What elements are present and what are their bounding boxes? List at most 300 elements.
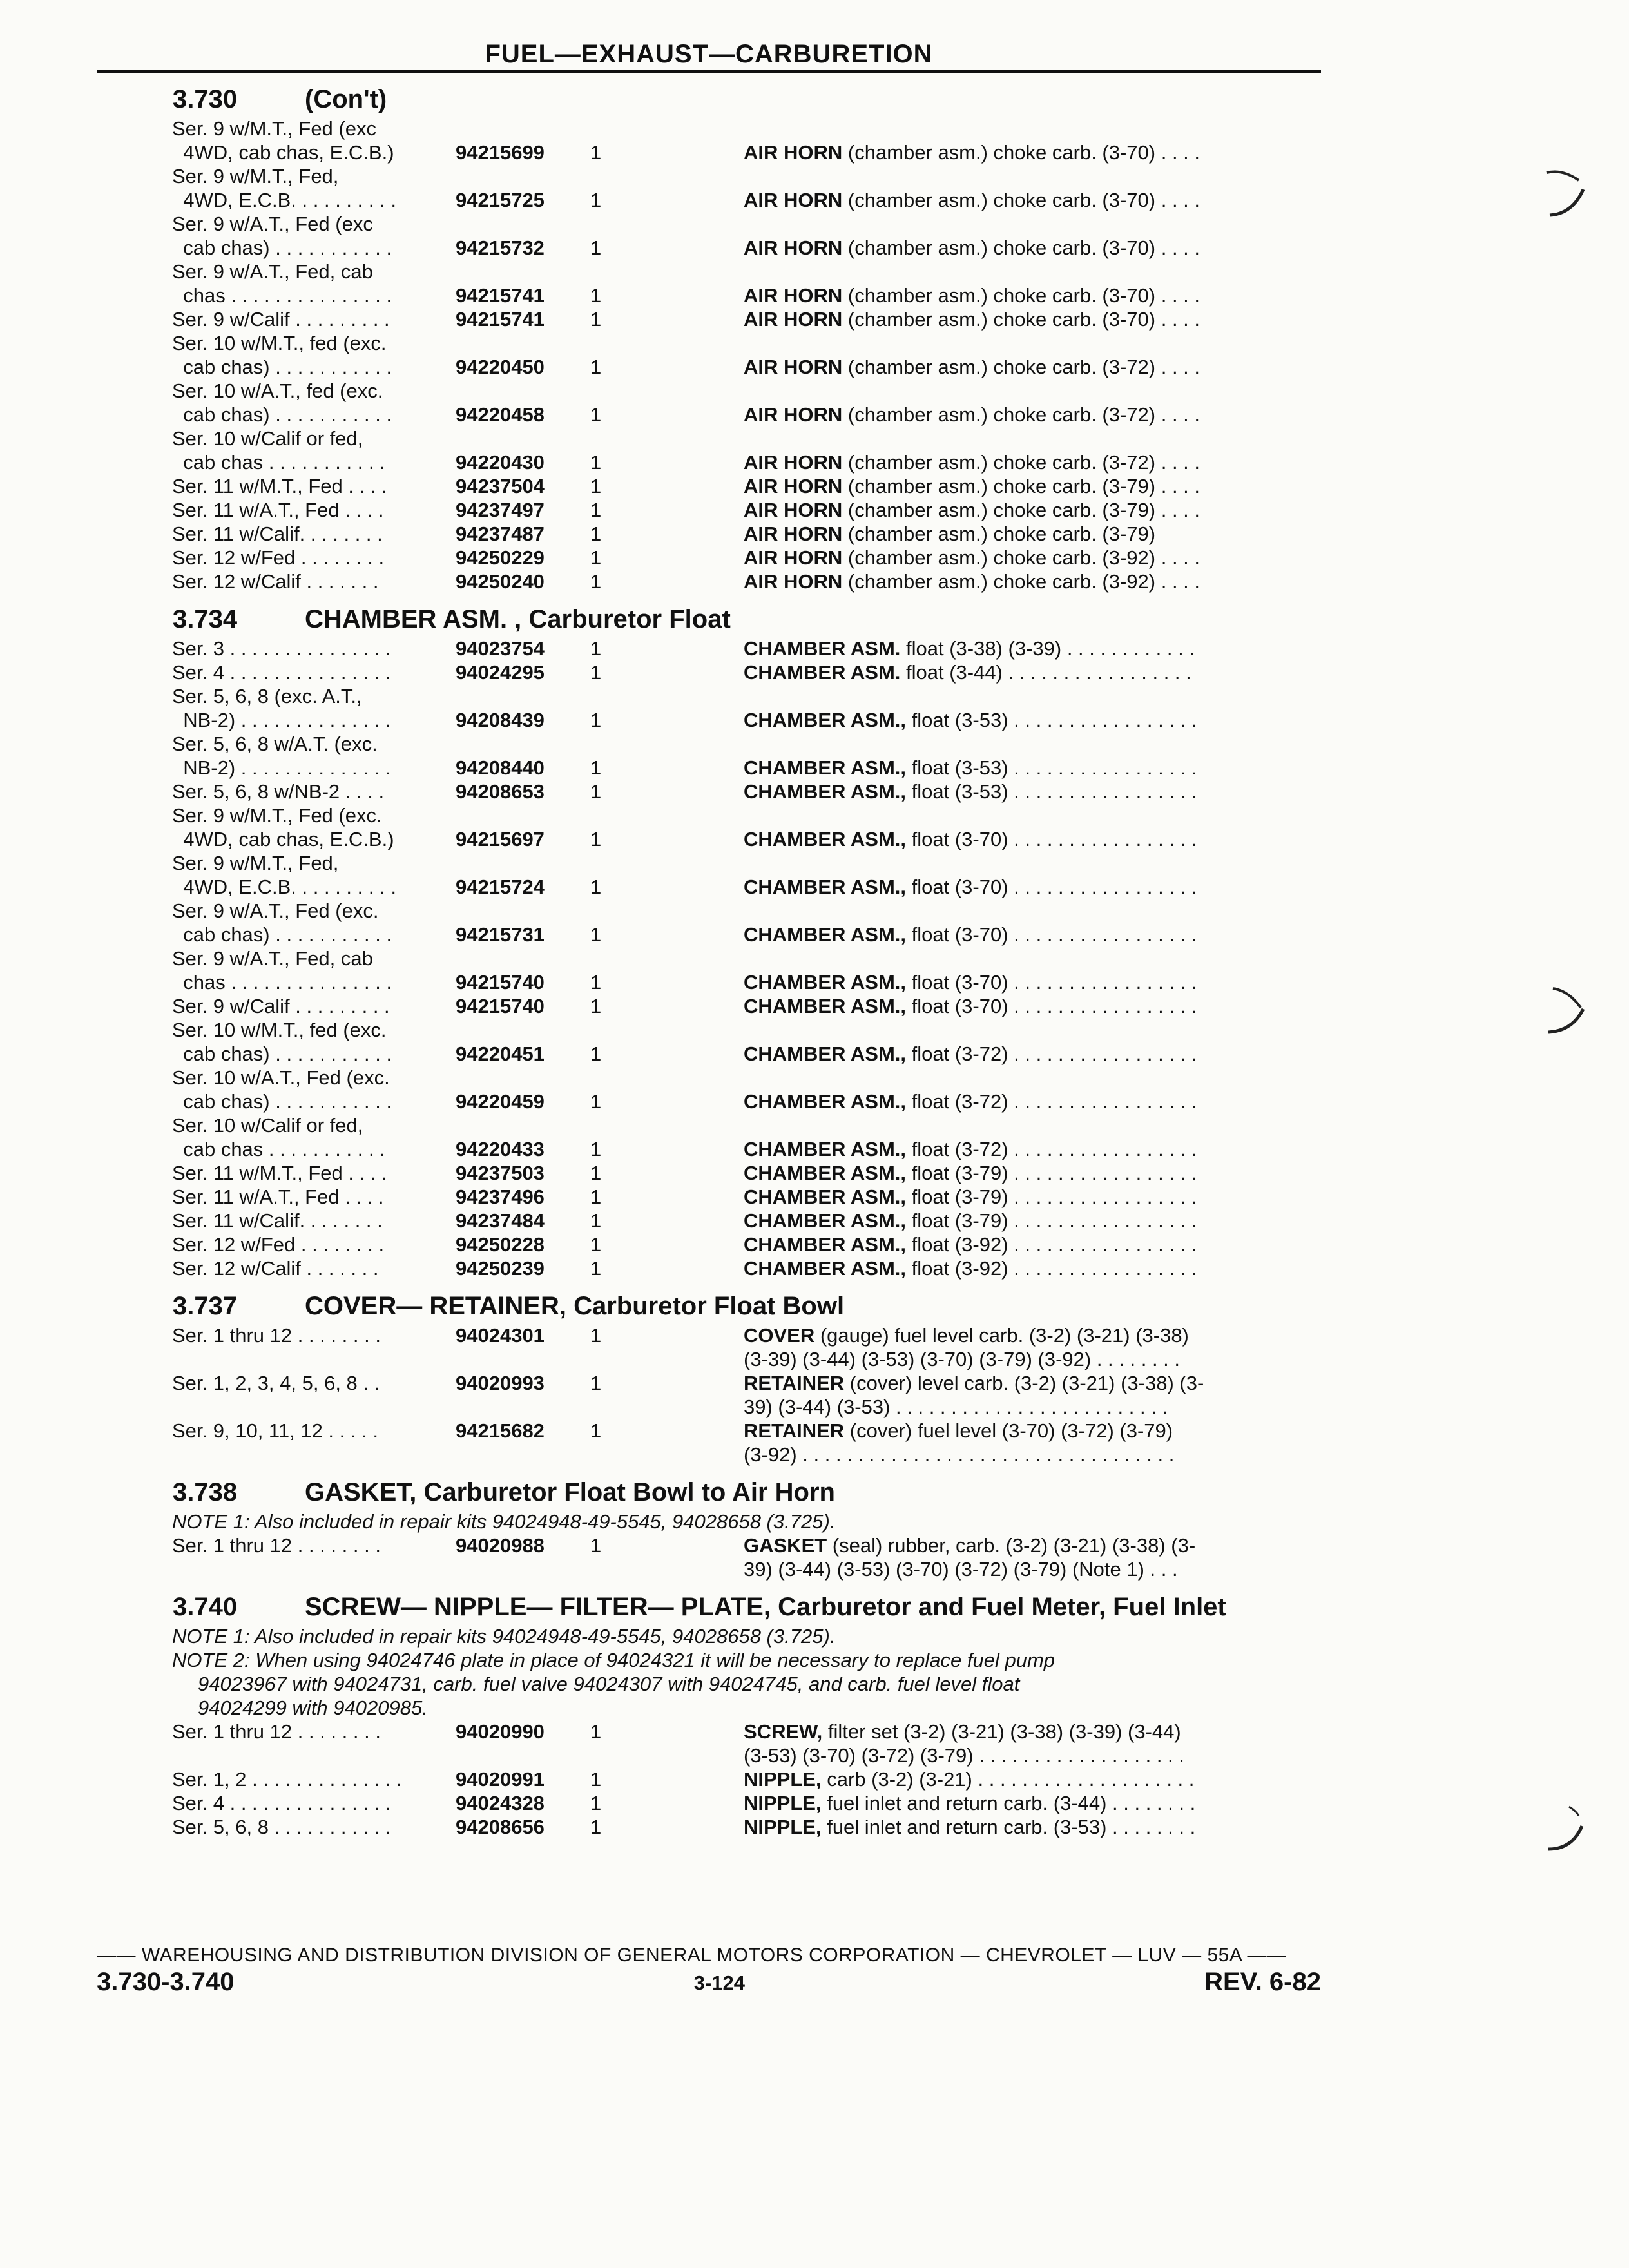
application-cell: Ser. 9 w/A.T., Fed, cab chas . . . . . . . . . . . . . . .	[172, 947, 392, 994]
quantity: 1	[590, 637, 602, 660]
application-cell: Ser. 9 w/A.T., Fed, cab chas . . . . . . . . . . . . . . .	[172, 260, 392, 307]
description-cell	[744, 260, 1293, 307]
parts-row	[172, 474, 1321, 498]
part-number: 94020990	[456, 1720, 545, 1743]
description-name: NIPPLE,	[744, 1816, 822, 1838]
quantity: 1	[590, 1816, 602, 1838]
description-text: float (3-72) . . . . . . . . . . . . . . . . .	[906, 1090, 1197, 1113]
description-cell	[744, 1185, 1293, 1209]
part-number: 94215731	[456, 923, 545, 946]
description-name: COVER	[744, 1324, 815, 1347]
description-name: AIR HORN	[744, 308, 843, 331]
description-cell	[744, 522, 1293, 546]
part-number: 94215724	[456, 876, 545, 898]
section-note: NOTE 1: Also included in repair kits 94024948-49-5545, 94028658 (3.725).	[172, 1625, 836, 1648]
parts-row	[172, 331, 1321, 379]
application-cell: Ser. 5, 6, 8 w/NB-2 . . . .	[172, 780, 385, 803]
part-number: 94237496	[456, 1186, 545, 1208]
description-name: AIR HORN	[744, 284, 843, 307]
quantity: 1	[590, 1768, 602, 1791]
description-name: CHAMBER ASM.,	[744, 995, 907, 1017]
part-number: 94208656	[456, 1816, 545, 1838]
description-name: CHAMBER ASM.,	[744, 1233, 907, 1256]
application-cell: Ser. 5, 6, 8 . . . . . . . . . . .	[172, 1816, 391, 1838]
application-cell: Ser. 10 w/Calif or fed, cab chas . . . . . . . . . . .	[172, 1114, 385, 1160]
quantity: 1	[590, 1209, 602, 1232]
section-body	[172, 637, 1321, 1280]
description-text: fuel inlet and return carb. (3-44) . . . . . . . .	[821, 1792, 1196, 1814]
description-cell	[744, 660, 1293, 684]
part-number: 94237503	[456, 1162, 545, 1184]
parts-row	[172, 1233, 1321, 1256]
description-cell	[744, 780, 1293, 803]
description-name: CHAMBER ASM.,	[744, 1090, 907, 1113]
quantity: 1	[590, 828, 602, 850]
description-text: (cover) fuel level (3-70) (3-72) (3-79) (3-92) . . . . . . . . . . . . . . . . . . . . . . . . . . . . . . . . . .	[744, 1419, 1175, 1466]
part-number: 94215741	[456, 308, 545, 331]
application-cell: Ser. 1, 2 . . . . . . . . . . . . . .	[172, 1768, 402, 1791]
description-cell	[744, 1720, 1293, 1767]
parts-row	[172, 660, 1321, 684]
section-title: CHAMBER ASM. , Carburetor Float	[305, 605, 731, 633]
section-note: NOTE 1: Also included in repair kits 94024948-49-5545, 94028658 (3.725).	[172, 1510, 836, 1533]
description-name: CHAMBER ASM.,	[744, 971, 907, 994]
application-cell: Ser. 1 thru 12 . . . . . . . .	[172, 1720, 381, 1743]
description-cell	[744, 803, 1293, 851]
part-number: 94220451	[456, 1043, 545, 1065]
quantity: 1	[590, 709, 602, 731]
quantity: 1	[590, 403, 602, 426]
application-cell: Ser. 10 w/M.T., fed (exc. cab chas) . . . . . . . . . . .	[172, 1019, 392, 1065]
part-number: 94250240	[456, 570, 545, 593]
description-name: CHAMBER ASM.,	[744, 1043, 907, 1065]
quantity: 1	[590, 756, 602, 779]
description-name: AIR HORN	[744, 546, 843, 569]
description-text: (chamber asm.) choke carb. (3-72) . . . .	[842, 356, 1200, 378]
part-number: 94237497	[456, 499, 545, 521]
page-header-title: FUEL—EXHAUST—CARBURETION	[485, 40, 933, 68]
application-cell: Ser. 12 w/Calif . . . . . . .	[172, 570, 379, 593]
section-number: 3.730	[173, 85, 238, 113]
description-text: (chamber asm.) choke carb. (3-70) . . . .	[842, 236, 1200, 259]
parts-row	[172, 1256, 1321, 1280]
section-body	[172, 1323, 1321, 1466]
section-heading	[97, 1593, 1321, 1622]
parts-row	[172, 1209, 1321, 1233]
quantity: 1	[590, 1534, 602, 1557]
parts-row	[172, 570, 1321, 593]
application-cell: Ser. 11 w/M.T., Fed . . . .	[172, 475, 387, 497]
description-name: AIR HORN	[744, 570, 843, 593]
parts-row	[172, 1815, 1321, 1839]
catalog-page	[97, 40, 1321, 1839]
section-title: COVER— RETAINER, Carburetor Float Bowl	[305, 1292, 845, 1320]
part-number: 94023754	[456, 637, 545, 660]
description-text: carb (3-2) (3-21) . . . . . . . . . . . . . . . . . . . .	[821, 1768, 1195, 1791]
parts-row	[172, 1323, 1321, 1371]
description-text: float (3-53) . . . . . . . . . . . . . . . . .	[906, 756, 1197, 779]
part-number: 94215697	[456, 828, 545, 850]
description-name: RETAINER	[744, 1372, 845, 1394]
description-name: CHAMBER ASM.,	[744, 1162, 907, 1184]
footer-revision: REV. 6-82	[1204, 1968, 1321, 1996]
quantity: 1	[590, 356, 602, 378]
section-number: 3.740	[173, 1593, 238, 1621]
part-number: 94208439	[456, 709, 545, 731]
description-cell	[744, 546, 1293, 570]
description-cell	[744, 379, 1293, 427]
parts-row	[172, 164, 1321, 212]
part-number: 94208653	[456, 780, 545, 803]
quantity: 1	[590, 1186, 602, 1208]
description-text: float (3-92) . . . . . . . . . . . . . . . . .	[906, 1233, 1197, 1256]
quantity: 1	[590, 661, 602, 684]
section-body	[172, 1510, 1321, 1581]
application-cell: Ser. 3 . . . . . . . . . . . . . . .	[172, 637, 391, 660]
description-name: CHAMBER ASM.,	[744, 709, 907, 731]
description-cell	[744, 427, 1293, 474]
part-number: 94250228	[456, 1233, 545, 1256]
part-number: 94024328	[456, 1792, 545, 1814]
description-name: CHAMBER ASM.,	[744, 828, 907, 850]
description-name: CHAMBER ASM.,	[744, 1257, 907, 1280]
parts-row	[172, 637, 1321, 660]
quantity: 1	[590, 1233, 602, 1256]
description-text: (chamber asm.) choke carb. (3-79) . . . .	[842, 499, 1200, 521]
section-heading	[97, 1478, 1321, 1507]
quantity: 1	[590, 1419, 602, 1442]
description-cell	[744, 1419, 1293, 1466]
application-cell: Ser. 11 w/Calif. . . . . . . .	[172, 523, 383, 545]
application-cell: Ser. 4 . . . . . . . . . . . . . . .	[172, 661, 391, 684]
description-name: AIR HORN	[744, 236, 843, 259]
application-cell: Ser. 5, 6, 8 (exc. A.T., NB-2) . . . . . . . . . . . . . .	[172, 685, 391, 731]
description-cell	[744, 1791, 1293, 1815]
parts-row	[172, 1791, 1321, 1815]
description-cell	[744, 1113, 1293, 1161]
quantity: 1	[590, 1090, 602, 1113]
part-number: 94237487	[456, 523, 545, 545]
section-note: NOTE 2: When using 94024746 plate in place of 94024321 it will be necessary to replace fuel pump	[172, 1649, 1055, 1671]
application-cell: Ser. 4 . . . . . . . . . . . . . . .	[172, 1792, 391, 1814]
description-cell	[744, 947, 1293, 994]
description-cell	[744, 331, 1293, 379]
section-number: 3.738	[173, 1478, 238, 1506]
description-cell	[744, 899, 1293, 947]
section-heading	[97, 1292, 1321, 1321]
description-name: SCREW,	[744, 1720, 823, 1743]
margin-mark-3	[1543, 1804, 1595, 1862]
parts-row	[172, 994, 1321, 1018]
description-name: CHAMBER ASM.,	[744, 1138, 907, 1160]
parts-row	[172, 260, 1321, 307]
description-text: (chamber asm.) choke carb. (3-70) . . . .	[842, 141, 1200, 164]
description-cell	[744, 212, 1293, 260]
application-cell: Ser. 11 w/Calif. . . . . . . .	[172, 1209, 383, 1232]
application-cell: Ser. 9 w/M.T., Fed (exc 4WD, cab chas, E.C.B.)	[172, 117, 394, 164]
description-name: CHAMBER ASM.,	[744, 1209, 907, 1232]
description-cell	[744, 1233, 1293, 1256]
parts-row	[172, 212, 1321, 260]
application-cell: Ser. 9 w/Calif . . . . . . . . .	[172, 995, 390, 1017]
description-text: (chamber asm.) choke carb. (3-70) . . . .	[842, 308, 1200, 331]
part-number: 94237504	[456, 475, 545, 497]
section-body	[172, 1624, 1321, 1839]
section-heading	[97, 85, 1321, 114]
description-text: (chamber asm.) choke carb. (3-70) . . . .	[842, 284, 1200, 307]
description-cell	[744, 1066, 1293, 1113]
description-text: (chamber asm.) choke carb. (3-92) . . . .	[842, 546, 1200, 569]
description-text: (chamber asm.) choke carb. (3-70) . . . .	[842, 189, 1200, 211]
quantity: 1	[590, 1043, 602, 1065]
quantity: 1	[590, 451, 602, 474]
parts-row	[172, 780, 1321, 803]
description-cell	[744, 732, 1293, 780]
sections-container	[97, 85, 1321, 1839]
quantity: 1	[590, 308, 602, 331]
description-cell	[744, 1323, 1293, 1371]
description-cell	[744, 117, 1293, 164]
description-name: CHAMBER ASM.,	[744, 1186, 907, 1208]
quantity: 1	[590, 141, 602, 164]
description-cell	[744, 1767, 1293, 1791]
part-number: 94250239	[456, 1257, 545, 1280]
quantity: 1	[590, 523, 602, 545]
footer-section-range: 3.730-3.740	[97, 1968, 235, 1996]
description-name: CHAMBER ASM.,	[744, 756, 907, 779]
header-rule	[97, 70, 1321, 73]
description-name: NIPPLE,	[744, 1768, 822, 1791]
part-number: 94208440	[456, 756, 545, 779]
parts-row	[172, 117, 1321, 164]
description-text: (cover) level carb. (3-2) (3-21) (3-38) (3- 39) (3-44) (3-53) . . . . . . . . . . . . . . . . . . . . . . . . .	[744, 1372, 1204, 1418]
footer-page-number: 3-124	[693, 1972, 745, 1994]
quantity: 1	[590, 995, 602, 1017]
application-cell: Ser. 9 w/M.T., Fed, 4WD, E.C.B. . . . . . . . . .	[172, 165, 396, 211]
application-cell: Ser. 9 w/M.T., Fed (exc. 4WD, cab chas, E.C.B.)	[172, 804, 394, 850]
application-cell: Ser. 9 w/M.T., Fed, 4WD, E.C.B. . . . . . . . . .	[172, 852, 396, 898]
part-number: 94215725	[456, 189, 545, 211]
description-text: (chamber asm.) choke carb. (3-92) . . . .	[842, 570, 1200, 593]
part-number: 94215699	[456, 141, 545, 164]
parts-row	[172, 1113, 1321, 1161]
description-name: AIR HORN	[744, 499, 843, 521]
section-number: 3.737	[173, 1292, 238, 1320]
part-number: 94215741	[456, 284, 545, 307]
description-text: (seal) rubber, carb. (3-2) (3-21) (3-38) (3- 39) (3-44) (3-53) (3-70) (3-72) (3-79) (Note 1) . . .	[744, 1534, 1196, 1581]
description-cell	[744, 164, 1293, 212]
quantity: 1	[590, 189, 602, 211]
parts-row	[172, 1161, 1321, 1185]
parts-row	[172, 498, 1321, 522]
description-text: float (3-79) . . . . . . . . . . . . . . . . .	[906, 1162, 1197, 1184]
application-cell: Ser. 1 thru 12 . . . . . . . .	[172, 1324, 381, 1347]
section-title: SCREW— NIPPLE— FILTER— PLATE, Carburetor and Fuel Meter, Fuel Inlet	[305, 1593, 1226, 1621]
description-cell	[744, 1256, 1293, 1280]
quantity: 1	[590, 923, 602, 946]
application-cell: Ser. 10 w/A.T., fed (exc. cab chas) . . . . . . . . . . .	[172, 380, 392, 426]
footer-bottom-row	[97, 1968, 1321, 1997]
section-body	[172, 117, 1321, 593]
description-text: (chamber asm.) choke carb. (3-79) . . . .	[842, 475, 1200, 497]
application-cell: Ser. 10 w/Calif or fed, cab chas . . . . . . . . . . .	[172, 427, 385, 474]
parts-row	[172, 1371, 1321, 1419]
description-cell	[744, 570, 1293, 593]
description-cell	[744, 1533, 1293, 1581]
description-text: float (3-44) . . . . . . . . . . . . . . . . .	[900, 661, 1191, 684]
description-cell	[744, 637, 1293, 660]
section-heading	[97, 605, 1321, 634]
description-name: GASKET	[744, 1534, 827, 1557]
part-number: 94020993	[456, 1372, 545, 1394]
description-cell	[744, 1371, 1293, 1419]
parts-row	[172, 947, 1321, 994]
description-text: float (3-70) . . . . . . . . . . . . . . . . .	[906, 923, 1197, 946]
quantity: 1	[590, 971, 602, 994]
description-text: float (3-79) . . . . . . . . . . . . . . . . .	[906, 1186, 1197, 1208]
quantity: 1	[590, 1138, 602, 1160]
description-text: fuel inlet and return carb. (3-53) . . . . . . . .	[821, 1816, 1196, 1838]
description-cell	[744, 851, 1293, 899]
section-title: GASKET, Carburetor Float Bowl to Air Horn	[305, 1478, 835, 1506]
parts-row	[172, 1767, 1321, 1791]
description-name: AIR HORN	[744, 451, 843, 474]
quantity: 1	[590, 475, 602, 497]
parts-row	[172, 1533, 1321, 1581]
quantity: 1	[590, 236, 602, 259]
section-note: 94024299 with 94020985.	[198, 1696, 428, 1719]
application-cell: Ser. 5, 6, 8 w/A.T. (exc. NB-2) . . . . . . . . . . . . . .	[172, 733, 391, 779]
application-cell: Ser. 10 w/A.T., Fed (exc. cab chas) . . . . . . . . . . .	[172, 1066, 392, 1113]
description-cell	[744, 474, 1293, 498]
description-text: (chamber asm.) choke carb. (3-79)	[842, 523, 1156, 545]
quantity: 1	[590, 780, 602, 803]
description-text: (chamber asm.) choke carb. (3-72) . . . .	[842, 451, 1200, 474]
section-note: 94023967 with 94024731, carb. fuel valve 94024307 with 94024745, and carb. fuel level float	[198, 1673, 1020, 1695]
parts-row	[172, 899, 1321, 947]
quantity: 1	[590, 546, 602, 569]
quantity: 1	[590, 1257, 602, 1280]
margin-mark-1	[1543, 169, 1595, 227]
description-text: float (3-53) . . . . . . . . . . . . . . . . .	[906, 709, 1197, 731]
quantity: 1	[590, 1372, 602, 1394]
quantity: 1	[590, 1720, 602, 1743]
quantity: 1	[590, 570, 602, 593]
parts-row	[172, 546, 1321, 570]
part-number: 94220458	[456, 403, 545, 426]
description-text: filter set (3-2) (3-21) (3-38) (3-39) (3-44) (3-53) (3-70) (3-72) (3-79) . . . . . . . . . . . . . . . . . . .	[744, 1720, 1184, 1767]
part-number: 94020988	[456, 1534, 545, 1557]
description-name: CHAMBER ASM.,	[744, 923, 907, 946]
description-text: float (3-70) . . . . . . . . . . . . . . . . .	[906, 995, 1197, 1017]
parts-row	[172, 379, 1321, 427]
application-cell: Ser. 9, 10, 11, 12 . . . . .	[172, 1419, 378, 1442]
part-number: 94220430	[456, 451, 545, 474]
parts-row	[172, 307, 1321, 331]
quantity: 1	[590, 1162, 602, 1184]
description-name: CHAMBER ASM.,	[744, 780, 907, 803]
parts-row	[172, 803, 1321, 851]
description-cell	[744, 307, 1293, 331]
part-number: 94024295	[456, 661, 545, 684]
quantity: 1	[590, 1792, 602, 1814]
description-text: float (3-79) . . . . . . . . . . . . . . . . .	[906, 1209, 1197, 1232]
application-cell: Ser. 12 w/Fed . . . . . . . .	[172, 546, 385, 569]
quantity: 1	[590, 876, 602, 898]
description-name: AIR HORN	[744, 189, 843, 211]
application-cell: Ser. 12 w/Calif . . . . . . .	[172, 1257, 379, 1280]
part-number: 94220459	[456, 1090, 545, 1113]
description-name: AIR HORN	[744, 475, 843, 497]
part-number: 94024301	[456, 1324, 545, 1347]
description-cell	[744, 498, 1293, 522]
description-cell	[744, 994, 1293, 1018]
description-name: CHAMBER ASM.,	[744, 876, 907, 898]
parts-row	[172, 684, 1321, 732]
description-text: float (3-70) . . . . . . . . . . . . . . . . .	[906, 971, 1197, 994]
description-text: float (3-92) . . . . . . . . . . . . . . . . .	[906, 1257, 1197, 1280]
parts-row	[172, 851, 1321, 899]
part-number: 94250229	[456, 546, 545, 569]
description-text: (gauge) fuel level carb. (3-2) (3-21) (3-38) (3-39) (3-44) (3-53) (3-70) (3-79) (3-92) . . . . . . . .	[744, 1324, 1189, 1370]
margin-mark-2	[1543, 985, 1595, 1043]
application-cell: Ser. 1 thru 12 . . . . . . . .	[172, 1534, 381, 1557]
part-number: 94220433	[456, 1138, 545, 1160]
application-cell: Ser. 11 w/M.T., Fed . . . .	[172, 1162, 387, 1184]
description-cell	[744, 1815, 1293, 1839]
part-number: 94215740	[456, 971, 545, 994]
parts-row	[172, 1419, 1321, 1466]
description-text: (chamber asm.) choke carb. (3-72) . . . .	[842, 403, 1200, 426]
quantity: 1	[590, 1324, 602, 1347]
description-text: float (3-70) . . . . . . . . . . . . . . . . .	[906, 876, 1197, 898]
section-title: (Con't)	[305, 85, 387, 113]
part-number: 94020991	[456, 1768, 545, 1791]
description-name: CHAMBER ASM.	[744, 637, 901, 660]
description-name: RETAINER	[744, 1419, 845, 1442]
parts-row	[172, 1185, 1321, 1209]
description-text: float (3-72) . . . . . . . . . . . . . . . . .	[906, 1043, 1197, 1065]
description-name: AIR HORN	[744, 403, 843, 426]
footer-publisher-line: —— WAREHOUSING AND DISTRIBUTION DIVISION OF GENERAL MOTORS CORPORATION — CHEVROLET — LUV — 55A ——	[97, 1945, 1287, 1966]
description-text: float (3-38) (3-39) . . . . . . . . . . . .	[900, 637, 1195, 660]
description-name: NIPPLE,	[744, 1792, 822, 1814]
description-cell	[744, 1209, 1293, 1233]
description-name: CHAMBER ASM.	[744, 661, 901, 684]
description-text: float (3-53) . . . . . . . . . . . . . . . . .	[906, 780, 1197, 803]
parts-row	[172, 732, 1321, 780]
description-text: float (3-72) . . . . . . . . . . . . . . . . .	[906, 1138, 1197, 1160]
parts-row	[172, 427, 1321, 474]
application-cell: Ser. 10 w/M.T., fed (exc. cab chas) . . . . . . . . . . .	[172, 332, 392, 378]
parts-row	[172, 1018, 1321, 1066]
application-cell: Ser. 9 w/A.T., Fed (exc cab chas) . . . . . . . . . . .	[172, 213, 392, 259]
description-name: AIR HORN	[744, 141, 843, 164]
quantity: 1	[590, 284, 602, 307]
parts-row	[172, 522, 1321, 546]
application-cell: Ser. 9 w/A.T., Fed (exc. cab chas) . . . . . . . . . . .	[172, 899, 392, 946]
description-cell	[744, 684, 1293, 732]
part-number: 94220450	[456, 356, 545, 378]
application-cell: Ser. 12 w/Fed . . . . . . . .	[172, 1233, 385, 1256]
description-text: float (3-70) . . . . . . . . . . . . . . . . .	[906, 828, 1197, 850]
application-cell: Ser. 11 w/A.T., Fed . . . .	[172, 1186, 384, 1208]
description-name: AIR HORN	[744, 523, 843, 545]
description-name: AIR HORN	[744, 356, 843, 378]
application-cell: Ser. 9 w/Calif . . . . . . . . .	[172, 308, 390, 331]
description-cell	[744, 1161, 1293, 1185]
section-number: 3.734	[173, 605, 238, 633]
